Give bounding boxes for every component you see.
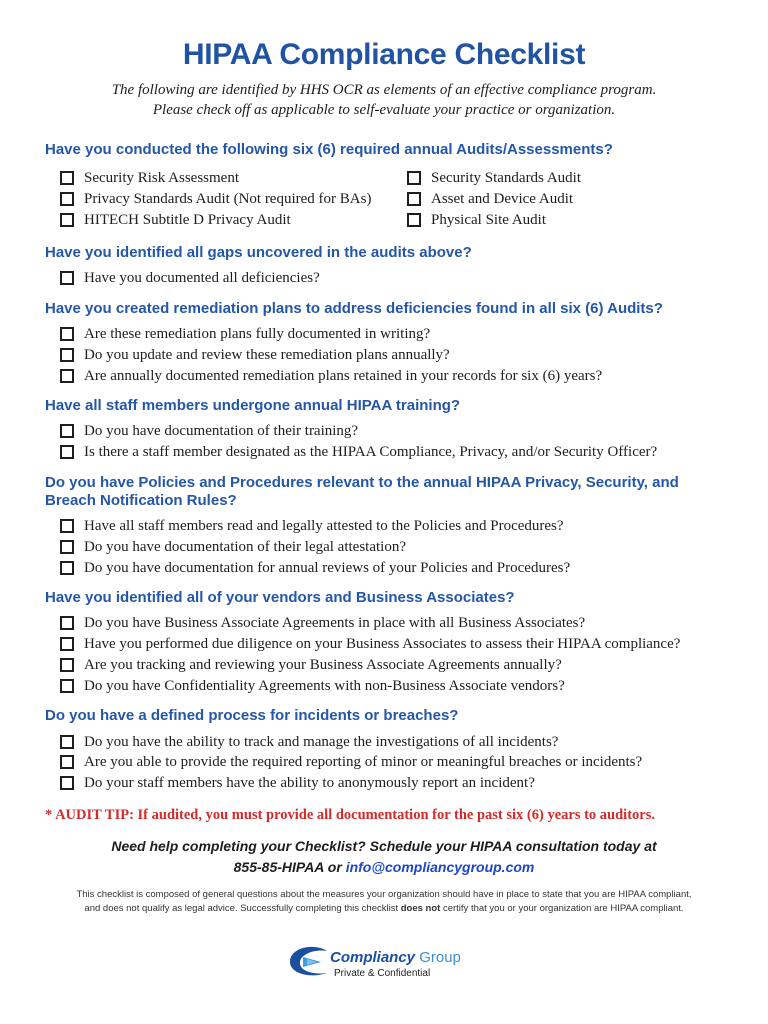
checkbox[interactable] <box>60 735 74 749</box>
checkbox[interactable] <box>60 637 74 651</box>
checkbox[interactable] <box>60 424 74 438</box>
logo-subtitle: Private & Confidential <box>334 968 431 979</box>
checkbox[interactable] <box>60 561 74 575</box>
logo-wordmark: Compliancy Group <box>330 949 461 966</box>
help-phone: 855-85-HIPAA or <box>233 859 346 875</box>
disclaimer-line-2: and does not qualify as legal advice. Successfully completing this checklist does not certify that you or your organization are HIPAA compliant. <box>84 903 684 914</box>
checkbox[interactable] <box>60 658 74 672</box>
help-line-2 <box>0 859 768 875</box>
checkbox[interactable] <box>60 540 74 554</box>
question-training: Have all staff members undergone annual HIPAA training? <box>45 397 461 414</box>
compliancy-group-logo-icon <box>287 945 331 979</box>
question-remediation: Have you created remediation plans to address deficiencies found in all six (6) Audits? <box>45 300 663 317</box>
question-gaps: Have you identified all gaps uncovered in the audits above? <box>45 244 472 261</box>
question-policies-line-1: Do you have Policies and Procedures relevant to the annual HIPAA Privacy, Security, and <box>45 474 679 491</box>
checkbox[interactable] <box>407 213 421 227</box>
checkbox[interactable] <box>407 192 421 206</box>
checkbox[interactable] <box>60 348 74 362</box>
question-policies-line-2: Breach Notification Rules? <box>45 492 237 509</box>
checkbox[interactable] <box>60 213 74 227</box>
company-logo <box>287 945 487 985</box>
audit-tip: * AUDIT TIP: If audited, you must provide all documentation for the past six (6) years to auditors. <box>45 807 655 823</box>
checkbox[interactable] <box>60 192 74 206</box>
intro-line-1: The following are identified by HHS OCR as elements of an effective compliance program. <box>111 82 657 98</box>
checkbox[interactable] <box>60 679 74 693</box>
checkbox[interactable] <box>60 776 74 790</box>
question-incidents: Do you have a defined process for incidents or breaches? <box>45 707 459 724</box>
disclaimer-line-1: This checklist is composed of general questions about the measures your organization should have in place to state that you are HIPAA compliant, <box>76 889 692 900</box>
checkbox[interactable] <box>60 616 74 630</box>
question-vendors: Have you identified all of your vendors and Business Associates? <box>45 589 515 606</box>
checkbox[interactable] <box>60 369 74 383</box>
checkbox[interactable] <box>60 271 74 285</box>
checkbox[interactable] <box>407 171 421 185</box>
page-title: HIPAA Compliance Checklist <box>182 38 586 71</box>
checkbox[interactable] <box>60 327 74 341</box>
question-audits: Have you conducted the following six (6) required annual Audits/Assessments? <box>45 141 613 158</box>
intro-line-2: Please check off as applicable to self-evaluate your practice or organization. <box>152 102 616 118</box>
help-line-1: Need help completing your Checklist? Schedule your HIPAA consultation today at <box>111 838 657 854</box>
email-link[interactable]: info@compliancygroup.com <box>345 859 535 875</box>
checkbox[interactable] <box>60 755 74 769</box>
disclaimer-emphasis: does not <box>400 903 441 914</box>
checkbox[interactable] <box>60 519 74 533</box>
checkbox[interactable] <box>60 445 74 459</box>
checkbox[interactable] <box>60 171 74 185</box>
